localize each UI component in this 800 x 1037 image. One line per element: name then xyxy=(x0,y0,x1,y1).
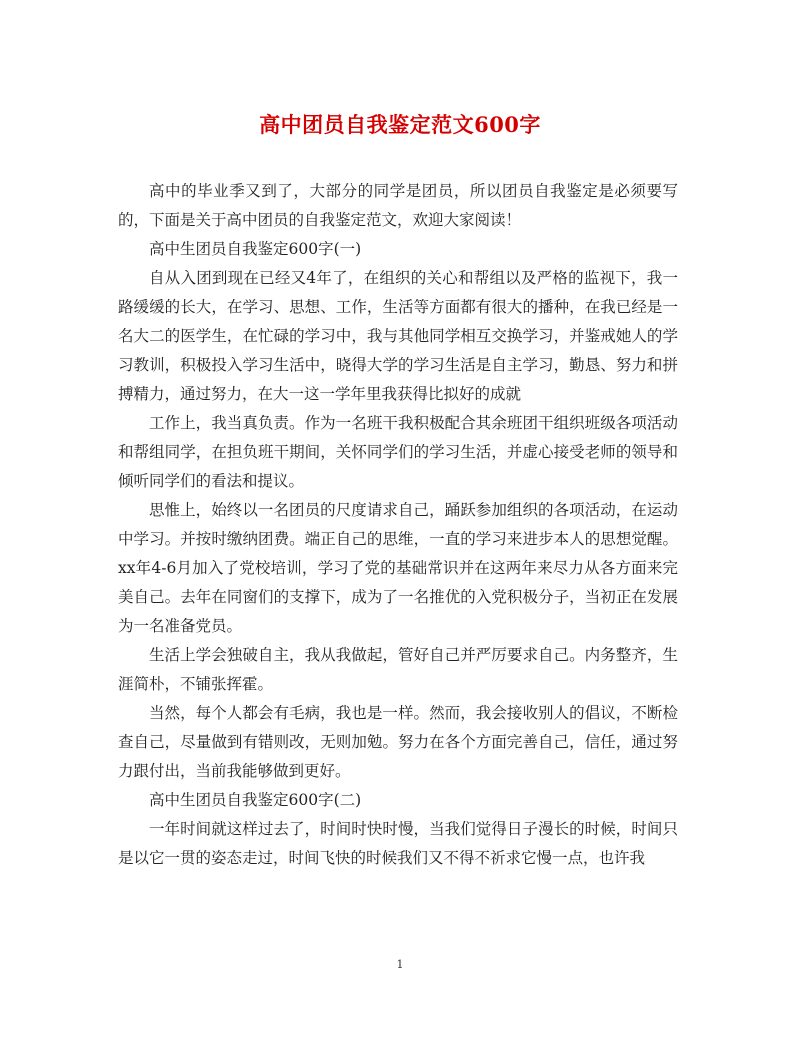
paragraph-4: 生活上学会独破自主，我从我做起，管好自己并严厉要求自己。内务整齐，生涯简朴，不铺张挥霍。 xyxy=(118,646,678,693)
paragraph-5: 当然，每个人都会有毛病，我也是一样。然而，我会接收别人的倡议，不断检查自己，尽量做到有错则改，无则加勉。努力在各个方面完善自己，信任，通过努力跟付出，当前我能够做到更好。 xyxy=(118,704,678,780)
section-heading-2: 高中生团员自我鉴定600字(二) xyxy=(149,791,362,809)
paragraph-3: 思惟上，始终以一名团员的尺度请求自己，踊跃参加组织的各项活动，在运动中学习。并按时缴纳团费。端正自己的思维，一直的学习来进步本人的思想觉醒。xx年4-6月加入了党校培训，学习了党的基础常识并在这两年来尽力从各方面来完美自己。去年在同窗们的支撑下，成为了一名推优的入党积极分子，当初正在发展为一名准备党员。 xyxy=(118,501,678,635)
paragraph-6: 一年时间就这样过去了，时间时快时慢，当我们觉得日子漫长的时候，时间只是以它一贯的姿态走过，时间飞快的时候我们又不得不祈求它慢一点，也许我 xyxy=(118,820,678,867)
paragraph-1: 自从入团到现在已经又4年了，在组织的关心和帮组以及严格的监视下，我一路缓缓的长大，在学习、思想、工作，生活等方面都有很大的播种，在我已经是一名大二的医学生，在忙碌的学习中，我与其他同学相互交换学习，并鉴戒她人的学习教训，积极投入学习生活中，晓得大学的学习生活是自主学习，勤恳、努力和拼搏精力，通过努力，在大一这一学年里我获得比拟好的成就 xyxy=(118,269,678,403)
page-number: 1 xyxy=(396,958,404,971)
paragraph-intro: 高中的毕业季又到了，大部分的同学是团员，所以团员自我鉴定是必须要写的，下面是关于高中团员的自我鉴定范文，欢迎大家阅读！ xyxy=(118,182,678,229)
document-title: 高中团员自我鉴定范文600字 xyxy=(259,112,541,137)
document-body xyxy=(118,177,678,873)
section-heading-1: 高中生团员自我鉴定600字(一) xyxy=(149,240,362,258)
paragraph-2: 工作上，我当真负责。作为一名班干我积极配合其余班团干组织班级各项活动和帮组同学，在担负班干期间，关怀同学们的学习生活，并虚心接受老师的领导和倾听同学们的看法和提议。 xyxy=(118,414,678,490)
